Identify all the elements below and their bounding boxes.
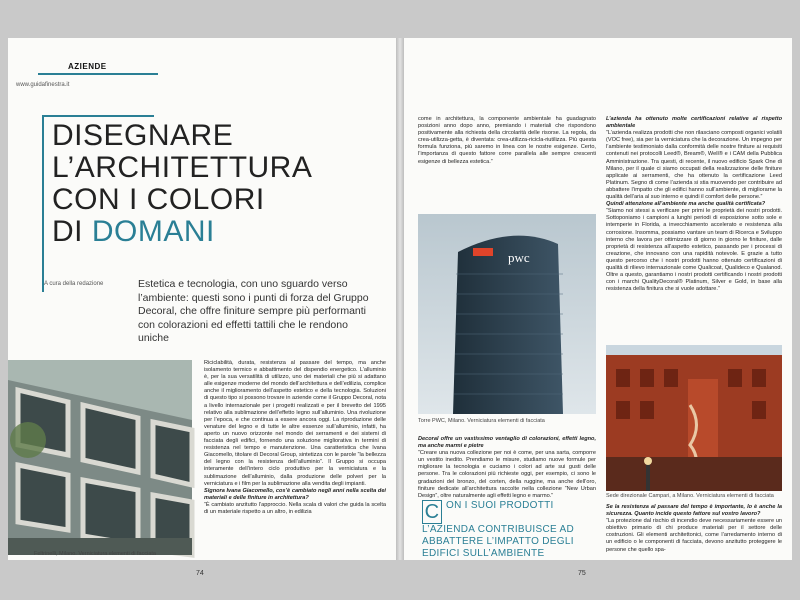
- page-number-left: 74: [196, 570, 204, 577]
- pull-quote-text: ON I SUOI PRODOTTI L’AZIENDA CONTRIBUISCE AD ABBATTERE L’IMPATTO DEGLI EDIFICI SULL’AMBIENTE: [422, 500, 574, 559]
- title-line-3: CON I COLORI: [52, 183, 265, 216]
- colors-question: Decoral offre un vastissimo ventaglio di colorazioni, effetti legno, ma anche marmi e pietre: [418, 436, 596, 450]
- pull-quote-initial: C: [422, 500, 442, 524]
- title-line-4: [52, 216, 215, 248]
- book-gutter: [396, 38, 404, 560]
- quality-answer: “Siamo noi stessi a verificare per primi le proprietà dei nostri prodotti. Sottoponiamo i campioni a lunghi periodi di esposizione sotto sole e intemperie in Florida, a invecchiamento accelerato e resistenza alla corrosione. Insomma, possiamo vantare un team di Ricerca e Sviluppo interno che lavora per ottimizzare di giorno in giorno le finiture, dalle proprietà di resistenza all’aspetto estetico, passando per i processi di creazione, che innovano con una rapidità notevole. E grazie a tutto questo percorso che i nostri prodotti hanno ottenuto certificazioni di qualità di rilievo internazionale come Qualicoat, Qualideco e Qualanod. Oltre a questo, garantiamo i nostri prodotti certificando i nostri prodotti con i marchi QualityDecoral® Platinum, Silver e Gold, in base alla resistenza della finitura che si vuole adottare.”: [606, 208, 782, 293]
- intro-paragraph: Estetica e tecnologia, con uno sguardo verso l’ambiente: questi sono i punti di forza del Gruppo Decoral, che offre finiture sempre più performanti con colorazioni ed effetti tattili che le rendono uniche: [138, 278, 369, 344]
- campari-caption: Sede direzionale Campari, a Milano. Verniciatura elementi di facciata: [606, 493, 774, 499]
- section-rule: [38, 73, 158, 75]
- right-col1-bottom: [418, 436, 596, 500]
- safety-answer: “La protezione dal rischio di incendio deve necessariamente essere un obiettivo primario di chi produce materiali per il settore delle costruzioni. Gli elementi architettonici, come l’arredamento interno di un edificio o le componenti di facciata, devono anzitutto proteggere le persone che quello spa-: [606, 518, 782, 553]
- building-facade-image: [8, 360, 192, 555]
- pwc-logo-text: pwc: [508, 250, 530, 265]
- feltrinelli-caption: Feltrinelli, Milano. Verniciatura elementi di facciata: [34, 551, 156, 557]
- certification-answer: “L’azienda realizza prodotti che non rilasciano composti organici volatili (VOC free), sia per la verniciatura che la decorazione. Un impegno per l’ambiente testimoniato dalla conformità delle nostre finiture ai requisiti contenuti nei protocolli Leed®, Bream®, Well® e i CAM della Pubblica Amministrazione. Tra questi, di recente, il nuovo edificio Spark One di Milano, per il quale ci siamo occupati della realizzazione delle finiture applicate ai serramenti, che ha ottenuto la certificazione Leed Platinum. Segno di come l’azienda si stia muovendo per contribuire ad abbattere l’impatto che gli edifici hanno sull’ambiente, di migliorarne la qualità dell’aria al suo interno e quindi il comfort delle persone.”: [606, 130, 782, 201]
- quality-question: Quindi attenzione all’ambiente ma anche qualità certificata?: [606, 201, 766, 208]
- title-line-2: L’ARCHITETTURA: [52, 151, 313, 184]
- feltrinelli-photo: [8, 360, 192, 555]
- title-accent: DOMANI: [91, 215, 215, 248]
- left-body-column: [204, 360, 386, 516]
- right-col2-top: [606, 116, 782, 293]
- pull-quote: [422, 500, 598, 560]
- right-page: [404, 38, 792, 577]
- interview-question: Signora Ivana Giacomello, cos’è cambiato negli anni nella scelta dei materiali e delle finiture in architettura?: [204, 487, 386, 501]
- body-paragraph: Riciclabilità, durata, resistenza al passare del tempo, ma anche isolamento termico e abbattimento del dispendio energetico. L’alluminio è, per la sua versatilità di utilizzo, uno dei materiali che più si adattano alle esigenze moderne del mondo dell’architettura e dell’edilizia, complice anche il miglioramento dell’aspetto estetico e della tecnologia. Soluzioni di questo tipo si possono trovare in aziende come il Gruppo Decoral, nota a livello internazionale per i progetti realizzati e per il brevetto del 1995 relativo alla sublimazione dell’effetto legno sull’alluminio. Una rivoluzione per l’epoca, e che continua a essere ancora oggi. La riproduzione delle venature del legno e di tutte le altre essenze sull’alluminio, infatti, ha aperto un nuovo orizzonte nel mondo dei serramenti e dei sistemi di facciata degli edifici, fornendo una soluzione migliorativa in termini di resistenza nel tempo e manutenzione. Una caratteristica che Ivana Giacomello, titolare di Decoral Group, sintetizza con le parole “la bellezza del legno con la resistenza dell’alluminio”. Il Gruppo si occupa interamente dell’intero ciclo produttivo per la verniciatura e la sublimazione dell’alluminio, dalla produzione delle polveri per la verniciatura e i film per la sublimazione alla vendita degli impianti.: [204, 360, 386, 487]
- pwc-logo-mark: [473, 248, 493, 256]
- pwc-tower-photo: [418, 214, 596, 414]
- campari-building-image: [606, 345, 782, 491]
- certification-question: L’azienda ha ottenuto molte certificazioni relative al rispetto ambientale: [606, 116, 782, 130]
- section-label: AZIENDE: [68, 62, 107, 71]
- right-col1-top-text: come in architettura, la componente ambientale ha guadagnato posizioni anno dopo anno, premiando i materiali che rispondono positivamente alla richiesta della circolarità delle risorse. La regola, da crea-utilizza-getta, è diventata: crea-utilizza-ricicla-riutilizza. Più questa formula funziona, più saremo in linea con le nostre esigenze. Certo, l’importanza di questo fattore corre parallela alle sempre crescenti esigenze di bellezza estetica.”: [418, 116, 596, 165]
- title-prefix: DI: [52, 215, 92, 248]
- pwc-tower-image: [418, 214, 596, 414]
- left-page: [8, 38, 396, 577]
- colors-answer: “Creare una nuova collezione per noi è come, per una sarta, comporre un vestito inedito. Prendiamo le misure, studiamo nuove formule per migliorare la tecnologia e cuciamo i colori ad arte sui gusti delle persone. Tra le colorazioni più richieste oggi, per esempio, ci sono le gradazioni del bronzo, del corten, della ruggine, ma anche dell’oro, finiture dedicate all’architettura raccolte nella collezione “New Urban Design”, oltre naturalmente agli effetti legno e marmo.”: [418, 450, 596, 499]
- site-url: www.guidafinestra.it: [16, 82, 70, 88]
- pwc-caption: Torre PWC, Milano. Verniciatura elementi di facciata: [418, 418, 545, 424]
- campari-photo: [606, 345, 782, 491]
- right-col2-bottom: [606, 504, 782, 554]
- interview-answer: “È cambiato anzitutto l’approccio. Nella scala di valori che guida la scelta di un materiale rispetto a un altro, in edilizia: [204, 501, 386, 515]
- page-number-right: 75: [578, 570, 586, 577]
- editorial-credit: A cura della redazione: [44, 281, 104, 287]
- safety-question: Se la resistenza al passare del tempo è importante, lo è anche la sicurezza. Quanto incide questo fattore sul vostro lavoro?: [606, 504, 782, 518]
- title-line-1: DISEGNARE: [52, 119, 234, 152]
